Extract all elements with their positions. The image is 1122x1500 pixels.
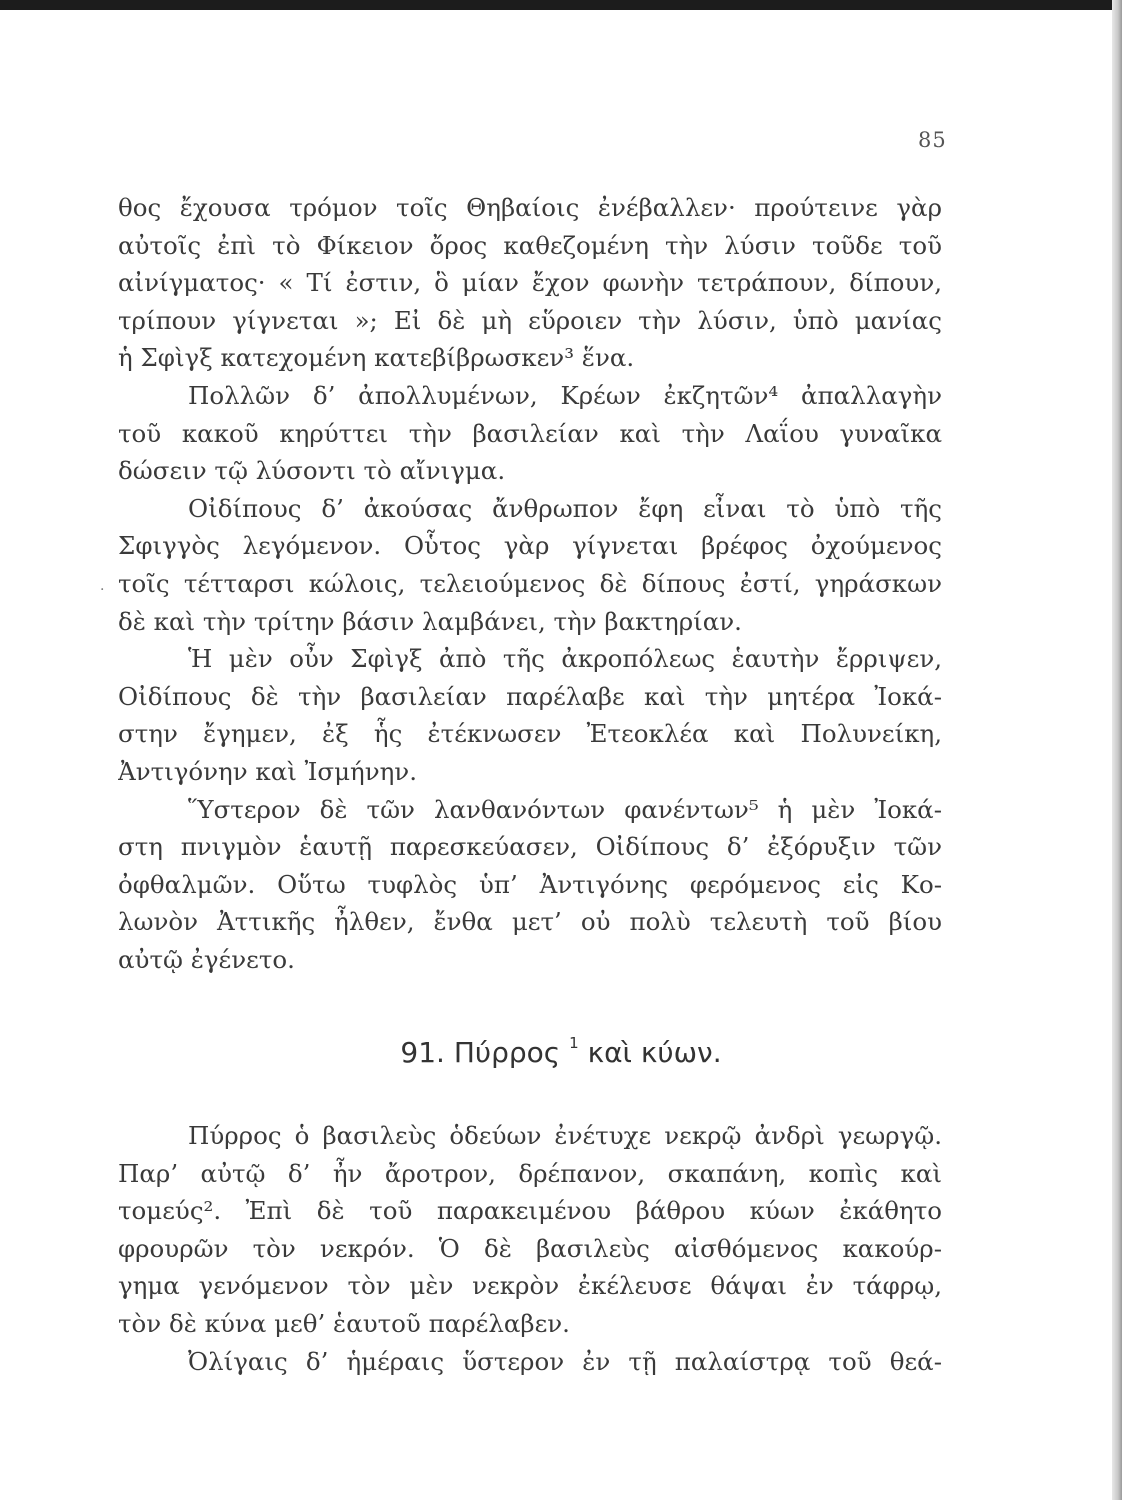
text-line: Ἀντιγόνην καὶ Ἰσμήνην. <box>118 756 417 786</box>
text-line: στην ἔγημεν, ἐξ ἧς ἐτέκνωσεν Ἐτεοκλέα καὶ Πολυνείκη, <box>118 719 942 749</box>
text-line: αἰνίγματος· « Τί ἐστιν, ὃ μίαν ἔχον φωνὴν τετράπουν, δίπουν, <box>118 268 942 298</box>
section-number: 91. <box>400 1036 445 1069</box>
text-line: στη πνιγμὸν ἑαυτῇ παρεσκεύασεν, Οἰδίπους δ’ ἐξόρυξιν τῶν <box>118 832 942 862</box>
text-line: λωνὸν Ἀττικῆς ἦλθεν, ἔνθα μετ’ οὐ πολὺ τελευτὴ τοῦ βίου <box>118 907 942 937</box>
section-title-part1: Πύρρος <box>453 1036 561 1069</box>
text-line: Οἰδίπους δ’ ἀκούσας ἄνθρωπον ἔφη εἶναι τὸ ὑπὸ τῆς <box>188 493 942 523</box>
text-line: τομεύς². Ἐπὶ δὲ τοῦ παρακειμένου βάθρου κύων ἐκάθητο <box>118 1196 942 1226</box>
text-line: δώσειν τῷ λύσοντι τὸ αἴνιγμα. <box>118 456 506 486</box>
section-title-part2: καὶ κύων. <box>587 1036 722 1069</box>
text-line: φρουρῶν τὸν νεκρόν. Ὁ δὲ βασιλεὺς αἰσθόμενος κακούρ- <box>118 1233 942 1263</box>
page-number: 85 <box>918 128 947 152</box>
margin-mark: · <box>100 582 105 598</box>
text-line: ὀφθαλμῶν. Οὕτω τυφλὸς ὑπ’ Ἀντιγόνης φερόμενος εἰς Κο- <box>118 869 942 899</box>
text-line: Ἡ μὲν οὖν Σφὶγξ ἀπὸ τῆς ἀκροπόλεως ἑαυτὴν ἔρριψεν, <box>188 644 942 674</box>
text-line: τρίπουν γίγνεται »; Εἰ δὲ μὴ εὕροιεν τὴν λύσιν, ὑπὸ μανίας <box>118 305 942 335</box>
text-line: Ὀλίγαις δ’ ἡμέραις ὕστερον ἐν τῇ παλαίστρᾳ τοῦ θεά- <box>188 1346 942 1376</box>
paragraphs-oedipus <box>118 189 942 978</box>
text-line: τοῖς τέτταρσι κώλοις, τελειούμενος δὲ δίπους ἐστί, γηράσκων <box>118 568 942 598</box>
text-line: Οἰδίπους δὲ τὴν βασιλείαν παρέλαβε καὶ τὴν μητέρα Ἰοκά- <box>118 681 942 711</box>
scan-top-border <box>0 0 1122 10</box>
text-line: αὐτῷ ἐγένετο. <box>118 944 295 974</box>
text-line: Πολλῶν δ’ ἀπολλυμένων, Κρέων ἐκζητῶν⁴ ἀπαλλαγὴν <box>188 380 942 410</box>
text-line: ἡ Σφὶγξ κατεχομένη κατεβίβρωσκεν³ ἕνα. <box>118 343 635 373</box>
paragraphs-pyrrhus <box>118 1117 942 1380</box>
text-line: θος ἔχουσα τρόμον τοῖς Θηβαίοις ἐνέβαλλεν· προύτεινε γὰρ <box>118 193 942 222</box>
text-line: δὲ καὶ τὴν τρίτην βάσιν λαμβάνει, τὴν βακτηρίαν. <box>118 606 742 636</box>
text-line: Πύρρος ὁ βασιλεὺς ὁδεύων ἐνέτυχε νεκρῷ ἀνδρὶ γεωργῷ. <box>188 1121 942 1150</box>
text-line: Σφιγγὸς λεγόμενον. Οὗτος γὰρ γίγνεται βρέφος ὀχούμενος <box>118 531 942 561</box>
heading-footnote-ref: 1 <box>569 1033 579 1052</box>
text-line: Παρ’ αὐτῷ δ’ ἦν ἄροτρον, δρέπανον, σκαπάνη, κοπὶς καὶ <box>118 1158 942 1188</box>
text-line: γημα γενόμενον τὸν μὲν νεκρὸν ἐκέλευσε θάψαι ἐν τάφρῳ, <box>118 1271 942 1301</box>
text-line: τὸν δὲ κύνα μεθ’ ἑαυτοῦ παρέλαβεν. <box>118 1308 570 1338</box>
text-line: τοῦ κακοῦ κηρύττει τὴν βασιλείαν καὶ τὴν Λαΐου γυναῖκα <box>118 418 942 448</box>
scan-page-edge <box>1112 0 1122 1500</box>
section-heading <box>0 1033 1122 1069</box>
text-line: αὐτοῖς ἐπὶ τὸ Φίκειον ὄρος καθεζομένη τὴν λύσιν τοῦδε τοῦ <box>118 230 942 260</box>
text-line: Ὕστερον δὲ τῶν λανθανόντων φανέντων⁵ ἡ μὲν Ἰοκά- <box>188 794 942 824</box>
